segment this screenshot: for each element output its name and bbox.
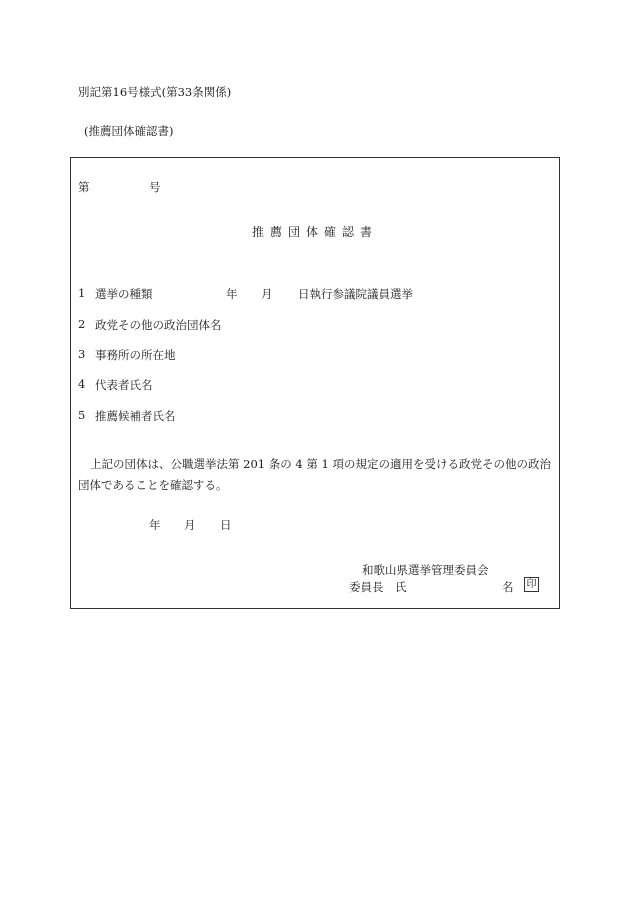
election-day-type-label: 日執行参議院議員選挙: [298, 287, 413, 301]
committee-name: 和歌山県選挙管理委員会: [362, 563, 489, 577]
item-number: 2: [78, 317, 86, 331]
seal-stamp: 印: [524, 577, 539, 592]
date-month-label: 月: [184, 518, 196, 532]
number-suffix: 号: [149, 180, 161, 194]
election-month-label: 月: [261, 287, 273, 301]
date-day-label: 日: [220, 518, 232, 532]
date-year-label: 年: [149, 518, 161, 532]
item-label-election-type: 選挙の種類: [95, 287, 153, 301]
election-year-label: 年: [226, 287, 238, 301]
form-frame: [70, 157, 560, 609]
document-label: (推薦団体確認書): [84, 124, 174, 138]
item-label-office-address: 事務所の所在地: [95, 348, 176, 362]
item-label-party-name: 政党その他の政治団体名: [95, 318, 222, 332]
number-prefix: 第: [78, 180, 90, 194]
confirmation-text: 上記の団体は、公職選挙法第 201 条の 4 第 1 項の規定の適用を受ける政党その他の政治団体であることを確認する。: [78, 457, 552, 492]
item-label-candidate: 推薦候補者氏名: [95, 409, 176, 423]
item-number: 1: [78, 286, 86, 300]
item-number: 5: [78, 408, 86, 422]
chair-name-suffix: 名: [502, 580, 514, 594]
item-number: 3: [78, 347, 86, 361]
form-reference: 別記第16号様式(第33条関係): [78, 85, 232, 99]
item-label-representative: 代表者氏名: [95, 378, 153, 392]
item-number: 4: [78, 377, 86, 391]
document-title: 推薦団体確認書: [251, 225, 378, 239]
chair-label: 委員長 氏: [349, 580, 407, 594]
